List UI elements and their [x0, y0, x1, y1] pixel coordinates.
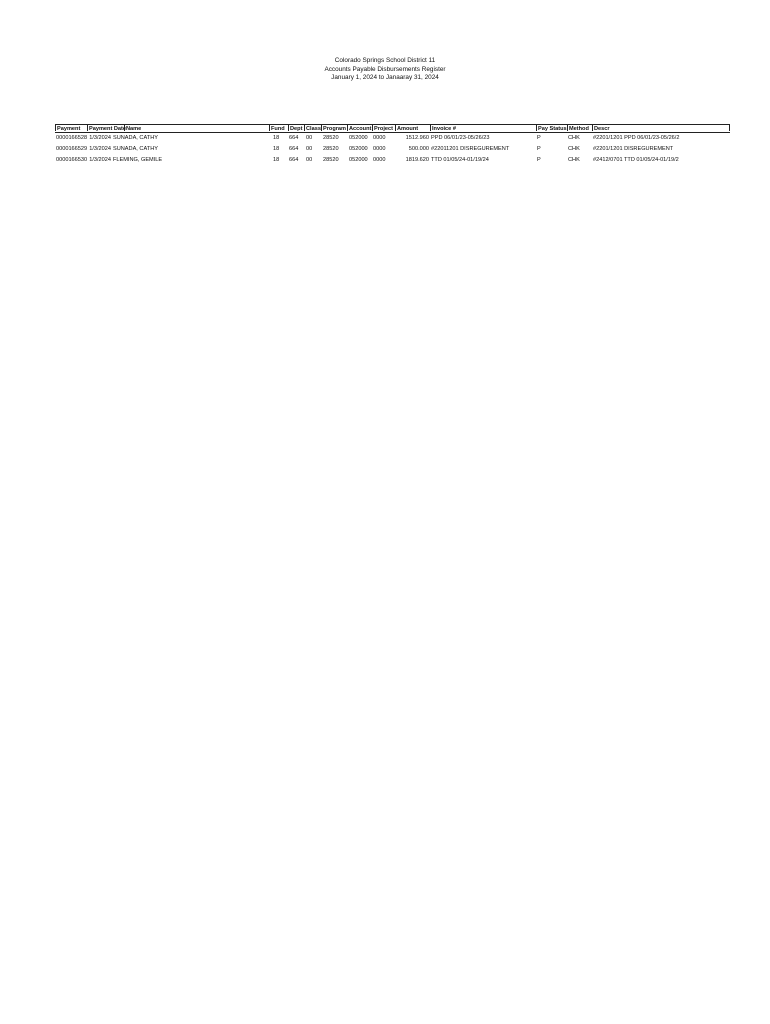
cell-payment: 0000166528 [56, 135, 88, 141]
cell-fund: 18 [273, 156, 280, 163]
cell-program: 28520 [323, 145, 339, 152]
col-payment-date: Payment Date [89, 126, 126, 132]
col-descr: Descr [592, 124, 730, 131]
col-fund: Fund [269, 124, 288, 131]
cell-account: 052000 [349, 145, 368, 152]
cell-status: P [537, 156, 541, 163]
cell-class: 00 [306, 145, 313, 152]
col-payment: Payment [55, 124, 87, 131]
cell-method: CHK [568, 145, 580, 152]
cell-dept: 664 [289, 135, 299, 141]
cell-invoice: #22011201 DISREGUREMENT [431, 145, 510, 152]
cell-amount: 1512.960 [405, 135, 429, 141]
cell-fund: 18 [273, 145, 280, 152]
register-rows [55, 133, 730, 166]
cell-program: 28520 [323, 135, 339, 141]
report-title-block [0, 57, 770, 83]
cell-project: 0000 [373, 156, 386, 163]
cell-name: FLEMING, GEMILE [113, 156, 163, 163]
table-row [55, 155, 730, 166]
cell-payment: 0000166530 [56, 156, 88, 163]
cell-amount: 1819.620 [405, 156, 429, 163]
cell-program: 28520 [323, 156, 339, 163]
column-header-row [55, 124, 730, 132]
col-account: Account [349, 126, 372, 132]
cell-descr: #2412/0701 TTD 01/05/24-01/19/2 [593, 156, 679, 163]
cell-project: 0000 [373, 135, 386, 141]
col-project: Project [372, 124, 395, 131]
col-invoice: Invoice # [430, 124, 536, 131]
report-date-range: January 1, 2024 to Janaaray 31, 2024 [331, 74, 439, 82]
col-program: Program [323, 126, 347, 132]
cell-amount: 500.000 [408, 145, 429, 152]
cell-name: SUNADA, CATHY [113, 135, 158, 141]
cell-status: P [537, 135, 541, 141]
report-name: Accounts Payable Disbursements Register [324, 65, 446, 73]
col-class: Class [306, 126, 321, 132]
cell-invoice: PPD 06/01/23-05/26/23 [431, 135, 490, 141]
cell-class: 00 [306, 135, 313, 141]
table-row [55, 144, 730, 155]
col-name: Name [124, 124, 269, 131]
cell-account: 052000 [349, 156, 368, 163]
table-row [55, 133, 730, 144]
cell-payment: 0000166529 [56, 145, 88, 152]
cell-dept: 664 [289, 156, 299, 163]
cell-name: SUNADA, CATHY [113, 145, 158, 152]
cell-fund: 18 [273, 135, 280, 141]
cell-date: 1/3/2024 [89, 145, 111, 152]
col-pay-status: Pay Status [538, 126, 567, 132]
district-name: Colorado Springs School District 11 [334, 57, 436, 64]
cell-dept: 664 [289, 145, 299, 152]
cell-date: 1/3/2024 [89, 135, 111, 141]
col-dept: Dept [290, 126, 303, 132]
cell-project: 0000 [373, 145, 386, 152]
cell-account: 052000 [349, 135, 368, 141]
cell-descr: #2201/1201 DISREGUREMENT [593, 145, 674, 152]
cell-status: P [537, 145, 541, 152]
col-method: Method [567, 124, 592, 131]
cell-method: CHK [568, 135, 580, 141]
cell-date: 1/3/2024 [89, 156, 111, 163]
cell-invoice: TTD 01/05/24-01/19/24 [431, 156, 489, 163]
cell-method: CHK [568, 156, 580, 163]
cell-descr: #2201/1201 PPD 06/01/23-05/26/2 [593, 135, 680, 141]
col-amount: Amount [395, 124, 430, 131]
cell-class: 00 [306, 156, 313, 163]
